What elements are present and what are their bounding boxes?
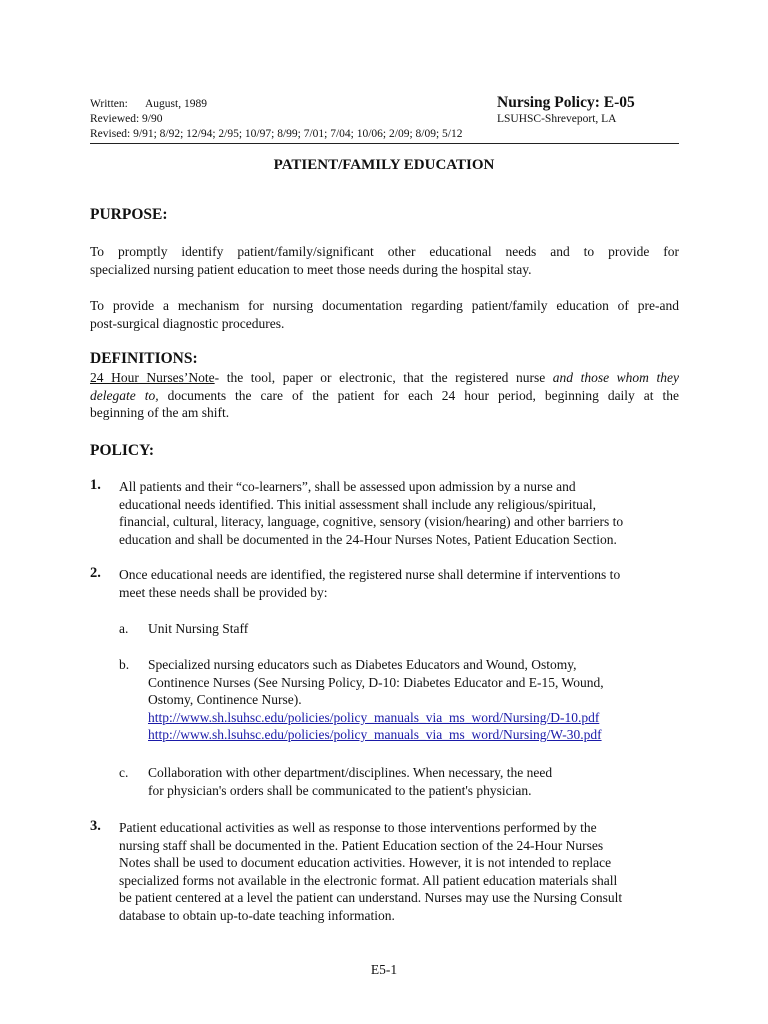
institution: LSUHSC-Shreveport, LA — [497, 113, 617, 125]
document-title: PATIENT/FAMILY EDUCATION — [273, 157, 495, 173]
written-line — [90, 97, 207, 112]
purpose-paragraph-1 — [90, 243, 679, 278]
policy-item-2-text — [119, 566, 620, 601]
purpose-p2-line: post-surgical diagnostic procedures. — [90, 315, 285, 331]
policy-item-1-number: 1. — [90, 477, 101, 493]
subitem-b-line: Ostomy, Continence Nurse). — [148, 692, 302, 708]
definition-term: 24 Hour Nurses’Note — [90, 370, 215, 385]
policy-item-1-line: All patients and their “co-learners”, shall be assessed upon admission by a nurse and — [119, 479, 576, 494]
policy-item-2-line: Once educational needs are identified, the registered nurse shall determine if interventions to — [119, 567, 621, 582]
definition-line-2 — [90, 387, 679, 405]
policy-item-1-line: education and shall be documented in the 24-Hour Nurses Notes, Patient Education Section. — [119, 531, 617, 547]
policy-item-1-line: educational needs identified. This initial assessment shall include any religious/spiritual, — [119, 496, 597, 512]
policy-item-3-line: nursing staff shall be documented in the. Patient Education section of the 24-Hour Nurses — [119, 837, 604, 853]
policy-heading: POLICY: — [90, 442, 155, 459]
subitem-a-letter: a. — [119, 621, 129, 636]
policy-item-1-text — [119, 478, 623, 548]
policy-w30-link[interactable]: http://www.sh.lsuhsc.edu/policies/policy_manuals_via_ms_word/Nursing/W-30.pdf — [148, 727, 602, 743]
policy-item-3-text — [119, 819, 622, 925]
purpose-paragraph-2 — [90, 297, 679, 332]
policy-item-2-line: meet these needs shall be provided by: — [119, 584, 328, 600]
definition-paragraph — [90, 369, 679, 422]
reviewed-line: Reviewed: 9/90 — [90, 113, 163, 125]
subitem-c-letter: c. — [119, 765, 129, 780]
definition-italic: and those whom they — [552, 370, 679, 385]
subitem-c-text — [148, 764, 552, 799]
policy-d10-link[interactable]: http://www.sh.lsuhsc.edu/policies/policy_manuals_via_ms_word/Nursing/D-10.pdf — [148, 709, 600, 725]
definition-text: - the tool, paper or electronic, that the registered nurse — [214, 370, 546, 385]
purpose-p1-line: specialized nursing patient education to meet those needs during the hospital stay. — [90, 261, 532, 277]
policy-item-2-number: 2. — [90, 565, 101, 581]
definition-line-1 — [90, 369, 679, 387]
page-number: E5-1 — [370, 962, 398, 977]
policy-item-3-line: be patient centered at a level the patient can understand. Nurses may use the Nursing Consult — [119, 890, 623, 906]
policy-number: Nursing Policy: E-05 — [497, 94, 635, 111]
policy-item-1-line: financial, cultural, literacy, language, cognitive, sensory (vision/hearing) and other barriers to — [119, 514, 624, 530]
subitem-c-line: for physician's orders shall be communicated to the patient's physician. — [148, 782, 532, 798]
written-label: Written: — [90, 98, 128, 110]
definition-line-3: beginning of the am shift. — [90, 405, 230, 421]
subitem-b-letter: b. — [119, 657, 130, 672]
header-rule — [90, 143, 679, 144]
definition-italic: delegate to, — [90, 387, 159, 403]
subitem-c-line: Collaboration with other department/disciplines. When necessary, the need — [148, 765, 553, 780]
policy-item-3-line: Notes shall be used to document education activities. However, it is not intended to replace — [119, 855, 612, 871]
definitions-heading: DEFINITIONS: — [90, 350, 198, 367]
purpose-p1-line: To promptly identify patient/family/significant other educational needs and to provide for — [90, 244, 679, 259]
revised-line: Revised: 9/91; 8/92; 12/94; 2/95; 10/97; 8/99; 7/01; 7/04; 10/06; 2/09; 8/09; 5/12 — [90, 128, 463, 140]
subitem-b-line: Continence Nurses (See Nursing Policy, D-10: Diabetes Educator and E-15, Wound, — [148, 674, 604, 690]
subitem-b-text — [148, 656, 604, 744]
policy-item-3-line: database to obtain up-to-date teaching information. — [119, 907, 395, 923]
written-date: August, 1989 — [144, 98, 207, 110]
subitem-a-text: Unit Nursing Staff — [148, 621, 249, 636]
definition-text: documents the care of the patient for each 24 hour period, beginning daily at the — [167, 387, 680, 403]
policy-item-3-line: specialized forms not available in the electronic format. All patient education materials shall — [119, 872, 618, 888]
purpose-p2-line: To provide a mechanism for nursing documentation regarding patient/family education of pre-and — [90, 298, 679, 313]
policy-item-3-line: Patient educational activities as well as response to those interventions performed by the — [119, 820, 597, 835]
subitem-b-line: Specialized nursing educators such as Diabetes Educators and Wound, Ostomy, — [148, 657, 577, 672]
purpose-heading: PURPOSE: — [90, 206, 168, 223]
policy-item-3-number: 3. — [90, 818, 101, 834]
